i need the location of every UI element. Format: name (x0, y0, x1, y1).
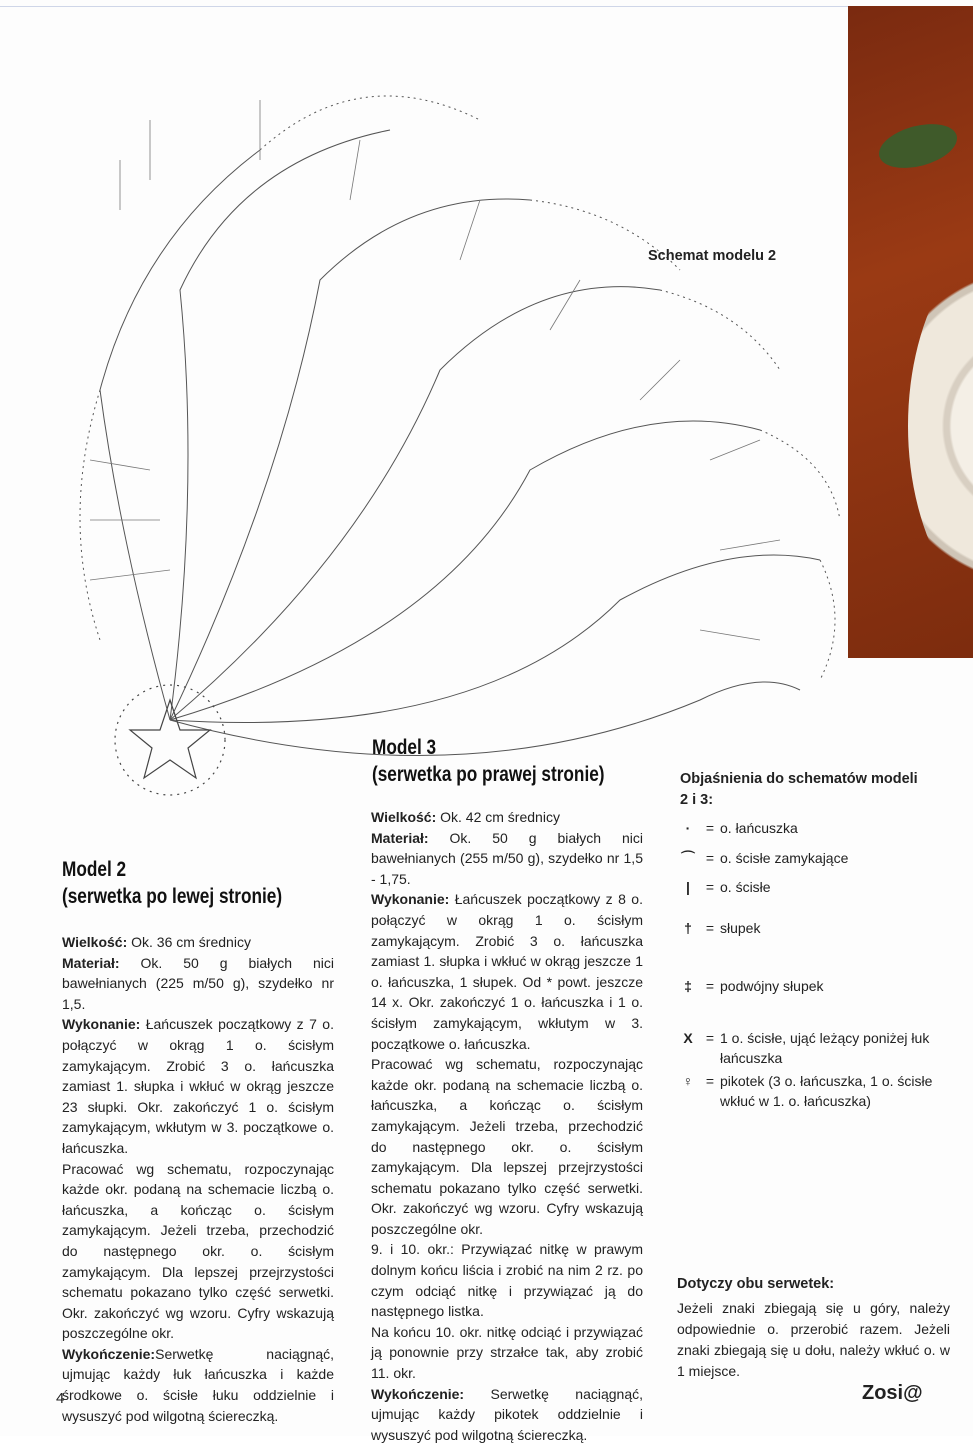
legend-heading: Objaśnienia do schematów modeli 2 i 3: (680, 771, 918, 808)
label: Wykonanie: (371, 891, 450, 908)
x-symbol-icon: X (683, 1030, 693, 1046)
both-text: Jeżeli znaki zbiegają się u góry, należy odpowiednie o. przerobić razem. Jeżeli znaki zbiegają się u dołu, należy wkłuć o. w 1 miejsce. (677, 1300, 950, 1379)
legend-item-picot (676, 1071, 966, 1111)
picot-symbol-icon: ♀ (682, 1073, 694, 1089)
paragraph: Pracować wg schematu, rozpoczynając każde okr. podaną na schemacie liczbą o. łańcuszka, a kończąc o. ścisłym zamykającym. Jeżeli trzeba, przechodzić do następnego okr. o. ścisłym zamykającym. Dla lepszej przejrzystości schematu pokazano tylko część serwetki. Okr. zakończyć wg wzoru. Cyfry wskazują poszczególne okr. (62, 1160, 334, 1342)
equals: = (705, 850, 715, 866)
model3-title (372, 734, 651, 788)
signature: Zosi@ (862, 1382, 923, 1404)
equals: = (705, 1073, 715, 1089)
model2-title-line1: Model 2 (62, 858, 127, 881)
model2-title-line2: (serwetka po lewej stronie) (62, 885, 283, 908)
both-heading: Dotyczy obu serwetek: (677, 1276, 835, 1292)
value: Ok. 42 cm średnicy (436, 809, 560, 825)
legend-item-x (676, 1028, 966, 1068)
value: Serwetkę naciągnąć, ujmując każdy łuk łańcuszka i każde środkowe o. ścisłe łuku oddzielnie i wysuszyć pod wilgotną ściereczką. (62, 1345, 334, 1424)
label: Wielkość: (62, 934, 128, 950)
legend-desc: o. ścisłe zamykające (720, 850, 849, 866)
doily-image (908, 216, 973, 636)
dagger-symbol-icon: † (684, 920, 692, 936)
label: Materiał: (371, 829, 429, 846)
leaf-decoration (874, 116, 962, 175)
model3-text (371, 807, 643, 1445)
legend-item-double-crochet (676, 918, 966, 938)
paragraph: Na końcu 10. okr. nitkę odciąć i przywiązać ją ponownie przy strzałce tak, aby zrobić 11. okr. (371, 1323, 643, 1382)
model3-title-line1: Model 3 (372, 736, 437, 759)
model2-text (62, 932, 334, 1426)
value: Łańcuszek początkowy z 7 o. połączyć w okrąg 1 o. ścisłym zamykającym. Zrobić 3 o. łańcuszka zamiast 1. słupka i wkłuć w okrąg jeszcze 23 słupki. Okr. zakończyć 1 o. ścisłym zamykającym, wkłutym w 3. początkowe o. łańcuszka. (62, 1016, 334, 1156)
equals: = (705, 879, 715, 895)
chain-symbol-icon: · (685, 820, 691, 836)
legend-desc: 1 o. ścisłe, ująć leżący poniżej łuk łańcuszka (720, 1030, 930, 1066)
double-dagger-symbol-icon: ‡ (684, 978, 692, 994)
legend-desc: podwójny słupek (720, 978, 824, 994)
equals: = (705, 920, 715, 936)
value: Łańcuszek początkowy z 8 o. połączyć w okrąg 1 o. ścisłym zamykającym. Zrobić 3 o. łańcuszka zamiast 1. słupka i wkłuć w okrąg jeszcze 1 o. łańcuszka, 1 słupek. Od * powt. jeszcze 14 x. Okr. zakończyć 1 o. łańcuszka i 1 o. ścisłym zamykającym, wkłutym w 3. początkowe o. łańcuszka. (371, 891, 643, 1052)
doily-photo (848, 6, 973, 658)
legend-item-treble (676, 976, 966, 996)
paragraph: Pracować wg schematu, rozpoczynając każde okr. podaną na schemacie liczbą o. łańcuszka, a kończąc o. ścisłym zamykającym. Jeżeli trzeba, przechodzić do następnego okr. o. ścisłym zamykającym. Dla lepszej przejrzystości schematu pokazano tylko część serwetki. Okr. zakończyć wg wzoru. Cyfry wskazują poszczególne okr. (371, 1056, 643, 1237)
schemat-label: Schemat modelu 2 (648, 248, 777, 264)
crochet-diagram (60, 40, 860, 820)
paragraph: 9. i 10. okr.: Przywiązać nitkę w prawym dolnym końcu liścia i zrobić na nim 2 rz. po czym odciąć nitkę i przywiązać ją do następnego listka. (371, 1241, 643, 1320)
legend-desc: słupek (720, 920, 761, 936)
value: Serwetkę naciągnąć, ujmując każdy pikotek oddzielnie i wysuszyć pod wilgotną ściereczką. (371, 1385, 643, 1443)
bar-symbol-icon: | (686, 879, 690, 895)
legend-desc: o. łańcuszka (720, 820, 798, 836)
page-number: 4 (56, 1390, 65, 1407)
label: Wykonanie: (62, 1016, 141, 1033)
equals: = (705, 820, 715, 836)
legend-item-slip-stitch (676, 848, 966, 868)
model2-title (62, 856, 308, 910)
legend-desc: pikotek (3 o. łańcuszka, 1 o. ścisłe wkłuć w 1. o. łańcuszka) (720, 1073, 933, 1109)
label: Wykończenie: (62, 1345, 156, 1362)
equals: = (705, 1030, 715, 1046)
value: Ok. 50 g białych nici bawełnianych (225 m/50 g), szydełko nr 1,5. (62, 954, 334, 1012)
model3-title-line2: (serwetka po prawej stronie) (372, 763, 605, 786)
arc-symbol-icon: ⌒ (681, 850, 695, 866)
label: Wielkość: (371, 809, 437, 825)
legend-item-chain (676, 818, 966, 838)
top-border (0, 0, 848, 7)
legend-item-single-crochet (676, 877, 966, 897)
legend-desc: o. ścisłe (720, 879, 771, 895)
value: Ok. 36 cm średnicy (127, 934, 251, 950)
label: Materiał: (62, 954, 120, 971)
value: Ok. 50 g białych nici bawełnianych (255 m/50 g), szydełko nr 1,5 - 1,75. (371, 829, 643, 887)
equals: = (705, 978, 715, 994)
label: Wykończenie: (371, 1385, 465, 1402)
